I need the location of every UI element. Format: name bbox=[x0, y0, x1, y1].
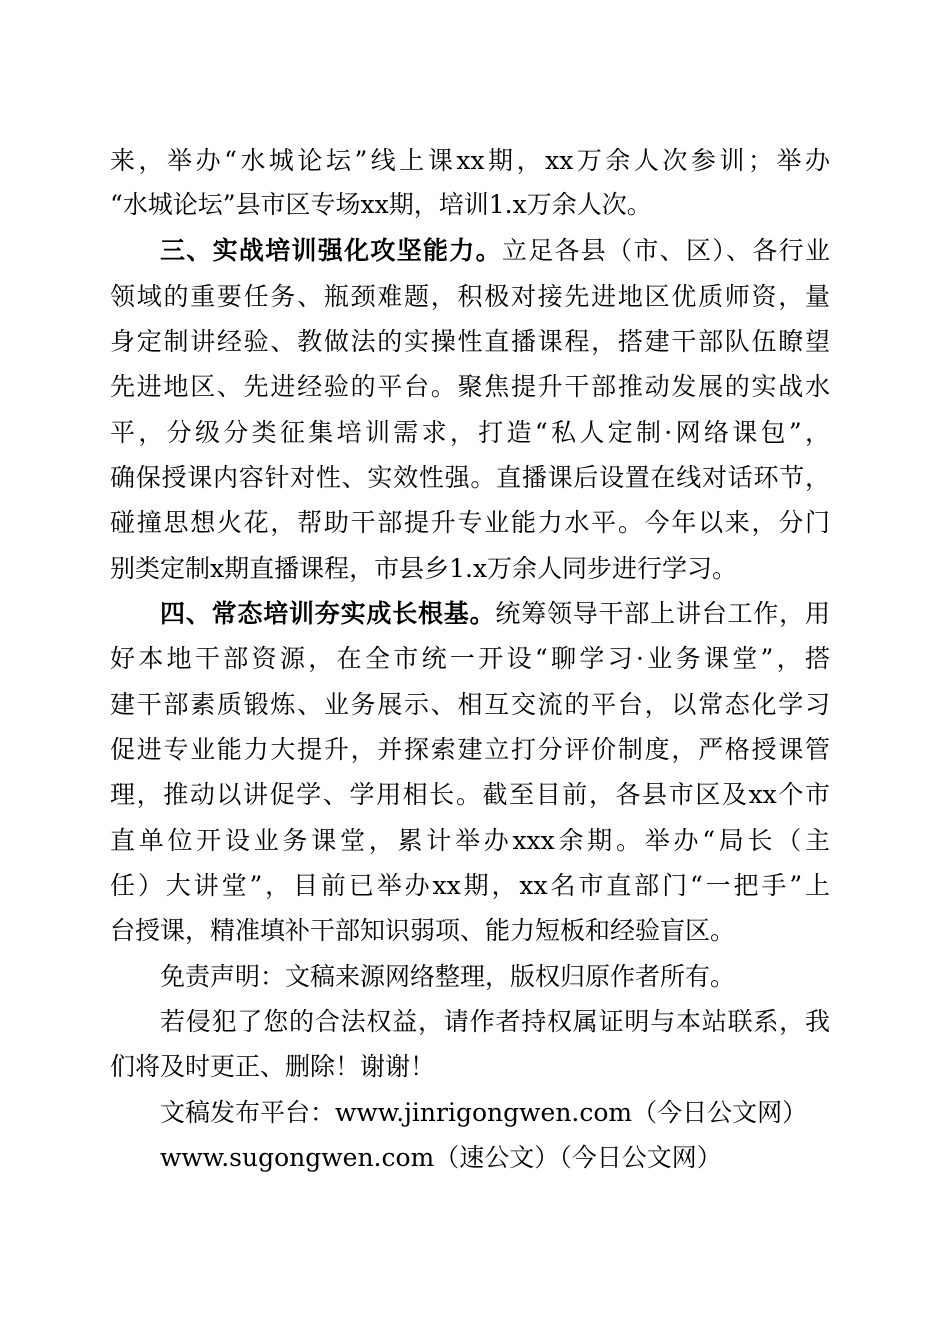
paragraph-line: 碰撞思想火花，帮助干部提升专业能力水平。今年以来，分门 bbox=[110, 508, 830, 537]
section-3-first-line bbox=[160, 229, 830, 273]
paragraph-line: 直单位开设业务课堂，累计举办xxx余期。举办“局长（主 bbox=[110, 826, 830, 855]
disclaimer-text: 免责声明：文稿来源网络整理，版权归原作者所有。 bbox=[160, 962, 736, 991]
paragraph-line: 建干部素质锻炼、业务展示、相互交流的平台，以常态化学习 bbox=[110, 690, 830, 719]
paragraph-line: 身定制讲经验、教做法的实操性直播课程，搭建干部队伍瞭望 bbox=[110, 327, 830, 356]
paragraph-line: 别类定制x期直播课程，市县乡1.x万余人同步进行学习。 bbox=[110, 554, 738, 583]
disclaimer-text: 若侵犯了您的合法权益，请作者持权属证明与本站联系，我 bbox=[160, 1007, 830, 1036]
disclaimer-text: 们将及时更正、删除！谢谢！ bbox=[110, 1052, 436, 1081]
paragraph-line: “水城论坛”县市区专场xx期，培训1.x万余人次。 bbox=[110, 190, 652, 219]
paragraph-line: 来，举办“水城论坛”线上课xx期，xx万余人次参训；举办 bbox=[110, 146, 830, 175]
paragraph-line: 平，分级分类征集培训需求，打造“私人定制·网络课包”， bbox=[110, 418, 830, 447]
paragraph-line: 任）大讲堂”，目前已举办xx期，xx名市直部门“一把手”上 bbox=[110, 871, 830, 900]
paragraph-line: 先进地区、先进经验的平台。聚焦提升干部推动发展的实战水 bbox=[110, 372, 830, 401]
paragraph-line: 促进专业能力大提升，并探索建立打分评价制度，严格授课管 bbox=[110, 735, 830, 764]
platform-info: 文稿发布平台：www.jinrigongwen.com（今日公文网） bbox=[160, 1098, 808, 1127]
section-4-line1-text: 统筹领导干部上讲台工作，用 bbox=[495, 599, 830, 628]
section-4-first-line bbox=[160, 592, 830, 636]
section-3-line1-text: 立足各县（市、区）、各行业 bbox=[501, 236, 830, 265]
section-4-heading: 四、常态培训夯实成长根基。 bbox=[160, 599, 496, 628]
platform-sites: www.sugongwen.com（速公文）（今日公文网） bbox=[160, 1143, 722, 1172]
paragraph-line: 确保授课内容针对性、实效性强。直播课后设置在线对话环节， bbox=[110, 463, 830, 492]
paragraph-line: 台授课，精准填补干部知识弱项、能力短板和经验盲区。 bbox=[110, 916, 736, 945]
paragraph-line: 领域的重要任务、瓶颈难题，积极对接先进地区优质师资，量 bbox=[110, 282, 830, 311]
section-3-heading: 三、实战培训强化攻坚能力。 bbox=[160, 236, 502, 265]
paragraph-line: 理，推动以讲促学、学用相长。截至目前，各县市区及xx个市 bbox=[110, 780, 830, 809]
paragraph-line: 好本地干部资源，在全市统一开设“聊学习·业务课堂”，搭 bbox=[110, 644, 830, 673]
